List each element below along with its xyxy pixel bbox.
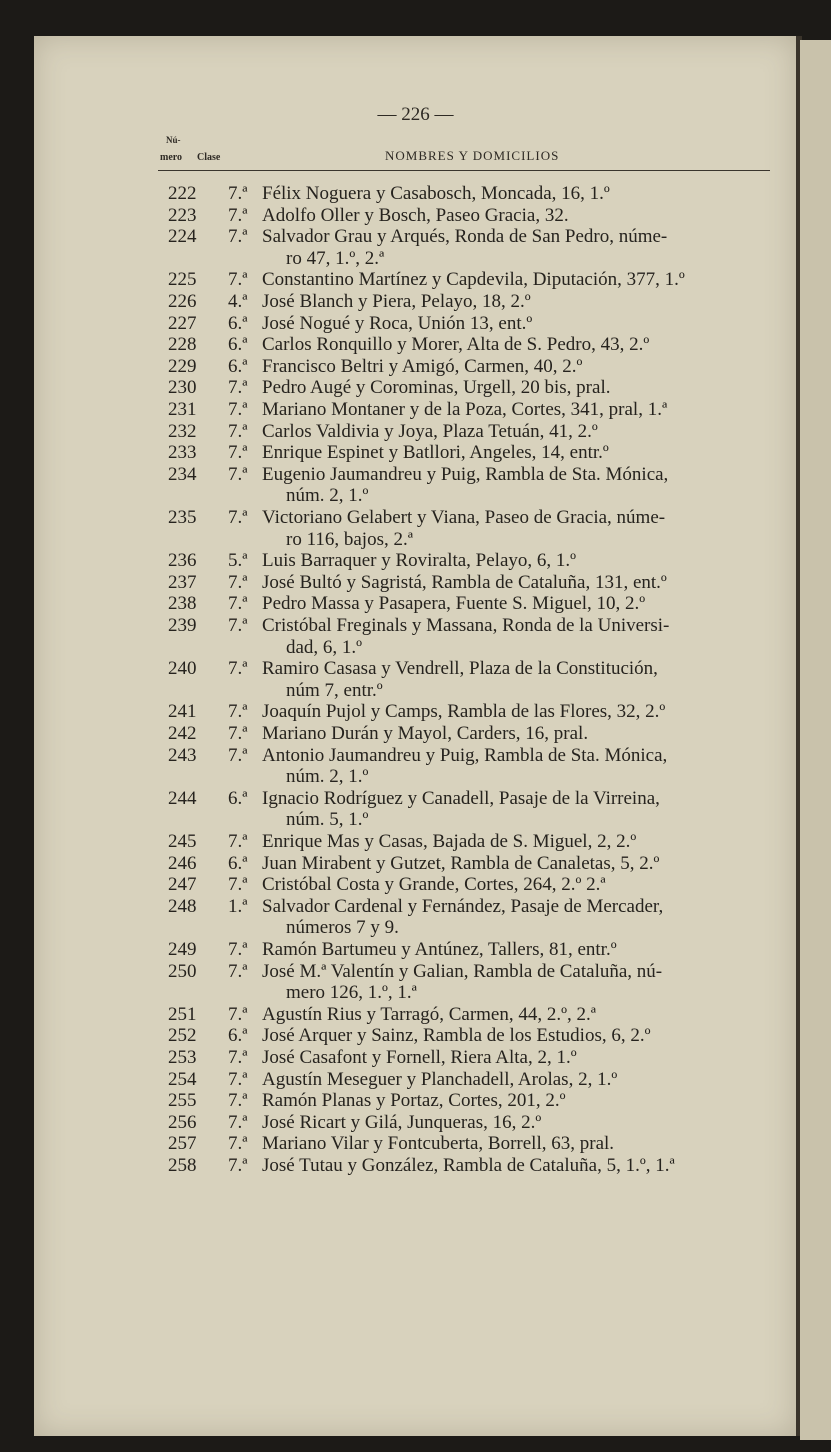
entry-number: 252 [168, 1025, 197, 1047]
entry-class: 7.ª [228, 1133, 248, 1155]
entry-class: 7.ª [228, 204, 248, 226]
entry-number: 247 [168, 874, 197, 896]
entry-number: 243 [168, 744, 197, 766]
entry-class: 7.ª [228, 960, 248, 982]
entry-name-address: Ramiro Casasa y Vendrell, Plaza de la Constitución, [262, 658, 658, 680]
entry-number: 250 [168, 960, 197, 982]
entry-name-address: Mariano Vilar y Fontcuberta, Borrell, 63, pral. [262, 1133, 615, 1155]
entry-name-address: Mariano Montaner y de la Poza, Cortes, 341, pral, 1.ª [262, 399, 668, 420]
entry-class: 7.ª [228, 442, 248, 464]
entry-number: 239 [168, 615, 197, 636]
entry-name-address: Agustín Meseguer y Planchadell, Arolas, 2, 1.º [262, 1068, 618, 1090]
entry-name-address: Carlos Valdivia y Joya, Plaza Tetuán, 41, 2.º [262, 420, 598, 442]
entry-number: 236 [168, 550, 197, 572]
column-header-class: Clase [197, 152, 221, 163]
entry-number: 258 [168, 1155, 197, 1176]
entry-class: 7.ª [228, 1111, 248, 1133]
entry-continuation: dad, 6, 1.º [286, 636, 363, 658]
entry-number: 255 [168, 1090, 197, 1112]
entry-number: 241 [168, 701, 197, 723]
entry-number: 254 [168, 1068, 197, 1090]
entry-class: 7.ª [228, 269, 248, 291]
entry-number: 240 [168, 658, 197, 680]
entry-class: 7.ª [228, 420, 248, 442]
entry-number: 229 [168, 355, 197, 377]
entry-name-address: Pedro Massa y Pasapera, Fuente S. Miguel, 10, 2.º [262, 593, 646, 615]
entry-name-address: Eugenio Jaumandreu y Puig, Rambla de Sta. Mónica, [262, 463, 669, 485]
entry-name-address: Mariano Durán y Mayol, Carders, 16, pral. [262, 723, 589, 744]
column-header-names: NOMBRES Y DOMICILIOS [385, 148, 560, 163]
entry-continuation: núm 7, entr.º [286, 679, 383, 701]
entry-class: 7.ª [228, 463, 248, 485]
entry-number: 227 [168, 312, 197, 334]
entry-continuation: núm. 2, 1.º [286, 485, 369, 507]
entry-class: 7.ª [228, 744, 248, 766]
entry-class: 4.ª [228, 291, 248, 312]
entry-name-address: Victoriano Gelabert y Viana, Paseo de Gracia, núme- [262, 507, 666, 528]
entry-continuation: ro 47, 1.º, 2.ª [286, 247, 385, 269]
entry-class: 7.ª [228, 226, 248, 248]
page-number: — 226 — [377, 104, 454, 125]
entry-name-address: Ramón Bartumeu y Antúnez, Tallers, 81, entr.º [262, 939, 617, 960]
entry-number: 249 [168, 939, 197, 960]
entry-name-address: Cristóbal Costa y Grande, Cortes, 264, 2.º 2.ª [262, 874, 606, 896]
entry-class: 7.ª [228, 183, 248, 204]
entry-number: 251 [168, 1003, 197, 1025]
entry-class: 6.ª [228, 1025, 248, 1047]
entry-name-address: José Tutau y González, Rambla de Cataluña, 5, 1.º, 1.ª [262, 1155, 675, 1176]
entry-continuation: núm. 5, 1.º [286, 809, 369, 831]
entry-name-address: Salvador Cardenal y Fernández, Pasaje de Mercader, [262, 895, 664, 917]
entry-name-address: Juan Mirabent y Gutzet, Rambla de Canaletas, 5, 2.º [262, 852, 660, 874]
entry-name-address: Félix Noguera y Casabosch, Moncada, 16, 1.º [262, 183, 610, 204]
entry-class: 7.ª [228, 615, 248, 636]
entry-continuation: mero 126, 1.º, 1.ª [286, 982, 417, 1004]
entry-class: 7.ª [228, 507, 248, 528]
entry-class: 7.ª [228, 571, 248, 593]
entry-name-address: José M.ª Valentín y Galian, Rambla de Cataluña, nú- [262, 960, 663, 982]
entry-name-address: Ramón Planas y Portaz, Cortes, 201, 2.º [262, 1090, 566, 1112]
entry-class: 7.ª [228, 399, 248, 420]
entry-number: 234 [168, 463, 197, 485]
entry-number: 244 [168, 787, 197, 809]
entry-number: 235 [168, 507, 197, 528]
entry-number: 237 [168, 571, 197, 593]
entry-name-address: Pedro Augé y Corominas, Urgell, 20 bis, pral. [262, 377, 611, 399]
entry-class: 6.ª [228, 355, 248, 377]
entry-class: 7.ª [228, 377, 248, 399]
entry-number: 222 [168, 183, 197, 204]
entry-name-address: Luis Barraquer y Roviralta, Pelayo, 6, 1.º [262, 550, 577, 572]
entry-number: 242 [168, 723, 197, 744]
entry-number: 223 [168, 204, 197, 226]
entry-class: 7.ª [228, 1068, 248, 1090]
entry-name-address: Adolfo Oller y Bosch, Paseo Gracia, 32. [262, 204, 569, 226]
entry-name-address: Agustín Rius y Tarragó, Carmen, 44, 2.º, 2.ª [262, 1003, 597, 1025]
entry-number: 257 [168, 1133, 197, 1155]
entry-number: 232 [168, 420, 197, 442]
entry-number: 231 [168, 399, 197, 420]
entry-class: 6.ª [228, 334, 248, 356]
entry-name-address: José Blanch y Piera, Pelayo, 18, 2.º [262, 291, 531, 312]
entry-name-address: Carlos Ronquillo y Morer, Alta de S. Pedro, 43, 2.º [262, 334, 650, 356]
entry-class: 7.ª [228, 593, 248, 615]
entry-name-address: Ignacio Rodríguez y Canadell, Pasaje de la Virreina, [262, 787, 660, 809]
entry-name-address: José Bultó y Sagristá, Rambla de Cataluña, 131, ent.º [262, 571, 667, 593]
entry-number: 226 [168, 291, 197, 312]
entry-continuation: núm. 2, 1.º [286, 766, 369, 788]
entry-number: 248 [168, 895, 197, 917]
entry-number: 230 [168, 377, 197, 399]
entry-name-address: Antonio Jaumandreu y Puig, Rambla de Sta. Mónica, [262, 744, 668, 766]
column-header-number-line2: mero [160, 152, 183, 163]
entry-number: 246 [168, 852, 197, 874]
entry-class: 6.ª [228, 787, 248, 809]
entry-number: 238 [168, 593, 197, 615]
entry-class: 7.ª [228, 1003, 248, 1025]
entry-class: 7.ª [228, 1090, 248, 1112]
entry-class: 7.ª [228, 701, 248, 723]
entry-class: 7.ª [228, 874, 248, 896]
entry-number: 225 [168, 269, 197, 291]
entry-class: 1.ª [228, 895, 248, 917]
entry-class: 7.ª [228, 831, 248, 852]
entry-number: 245 [168, 831, 197, 852]
entry-name-address: Cristóbal Freginals y Massana, Ronda de la Universi- [262, 615, 670, 636]
entry-name-address: José Arquer y Sainz, Rambla de los Estudios, 6, 2.º [262, 1025, 651, 1047]
entry-name-address: Enrique Mas y Casas, Bajada de S. Miguel, 2, 2.º [262, 831, 637, 852]
entry-class: 5.ª [228, 550, 248, 572]
entry-number: 224 [168, 226, 197, 248]
entry-name-address: Salvador Grau y Arqués, Ronda de San Pedro, núme- [262, 226, 668, 248]
entry-name-address: José Nogué y Roca, Unión 13, ent.º [262, 312, 533, 334]
entry-class: 7.ª [228, 1047, 248, 1068]
entry-class: 7.ª [228, 939, 248, 960]
entry-number: 256 [168, 1111, 197, 1133]
entry-name-address: Enrique Espinet y Batllori, Angeles, 14, entr.º [262, 442, 609, 464]
entry-name-address: Joaquín Pujol y Camps, Rambla de las Flores, 32, 2.º [262, 701, 666, 723]
entry-name-address: José Casafont y Fornell, Riera Alta, 2, 1.º [262, 1047, 577, 1068]
entry-name-address: Francisco Beltri y Amigó, Carmen, 40, 2.º [262, 355, 583, 377]
entry-number: 228 [168, 334, 197, 356]
entry-number: 233 [168, 442, 197, 464]
entry-name-address: Constantino Martínez y Capdevila, Diputación, 377, 1.º [262, 269, 685, 291]
entry-class: 7.ª [228, 658, 248, 680]
entry-class: 6.ª [228, 312, 248, 334]
entry-name-address: José Ricart y Gilá, Junqueras, 16, 2.º [262, 1111, 542, 1133]
entry-number: 253 [168, 1047, 197, 1068]
entry-continuation: números 7 y 9. [286, 917, 399, 939]
entry-class: 6.ª [228, 852, 248, 874]
entry-continuation: ro 116, bajos, 2.ª [286, 528, 413, 550]
column-header-number-line1: Nú- [166, 135, 181, 145]
entry-class: 7.ª [228, 723, 248, 744]
entry-class: 7.ª [228, 1155, 248, 1176]
